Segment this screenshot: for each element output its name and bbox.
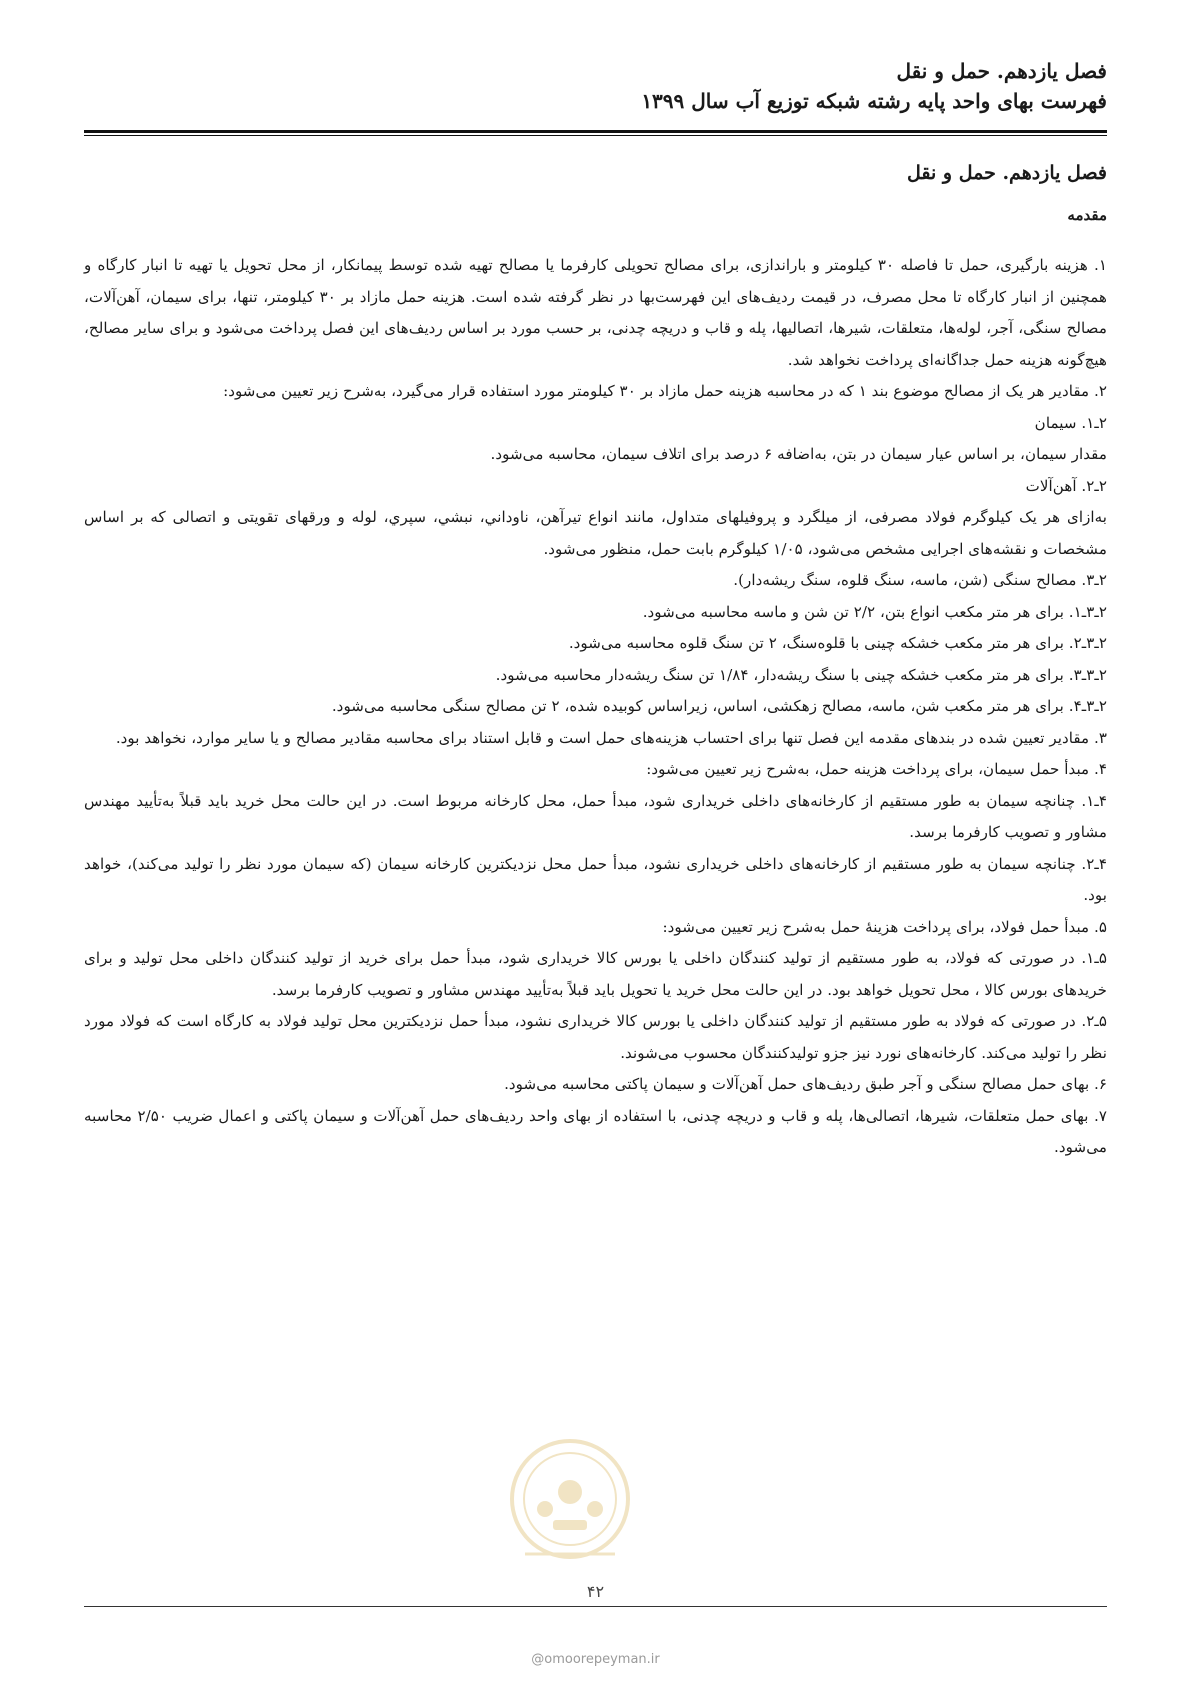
paragraph-5: ۵. مبدأ حمل فولاد، برای پرداخت هزینهٔ حمل به‌شرح زیر تعیین می‌شود:: [662, 917, 1107, 936]
paragraph-4: ۴. مبدأ حمل سیمان، برای پرداخت هزینه حمل، به‌شرح زیر تعیین می‌شود:: [646, 760, 1107, 778]
paragraph-2: ۲. مقادیر هر یک از مصالح موضوع بند ۱ که در محاسبه هزینه حمل مازاد بر ۳۰ کیلومتر مورد استفاده قرار می‌گیرد، به‌شرح زیر تعیین می‌شود:: [223, 382, 1107, 400]
paragraph-6: ۶. بهای حمل مصالح سنگی و آجر طبق ردیف‌های حمل آهن‌آلات و سیمان پاکتی محاسبه می‌شود.: [504, 1075, 1107, 1093]
paragraph-1: ۱. هزینه بارگیری، حمل تا فاصله ۳۰ کیلومتر و باراندازی، برای مصالح تحویلی کارفرما یا مصالح تهیه شده توسط پیمانکار، از محل تحویل یا تهیه تا انبار کارگاه و همچنین از انبار کارگاه تا محل مصرف، در قیمت ردیف‌های این فهرست‌بها در نظر گرفته شده است. هزینه حمل مازاد بر ۳۰ کیلومتر، تنها، برای سیمان، آهن‌آلات، مصالح سنگی، آجر، لوله‌ها، متعلقات، شیرها، اتصالیها، پله و قاب و دریچه چدنی، بر حسب مورد بر اساس ردیف‌های این فصل پرداخت می‌شود و برای سایر مصالح، هیچ‌گونه هزینه حمل جداگانه‌ای پرداخت نخواهد شد.: [84, 256, 1107, 369]
paragraph-2-3-2: ۲ـ۳ـ۲. برای هر متر مکعب خشکه چینی با قلوه‌سنگ، ۲ تن سنگ قلوه محاسبه می‌شود.: [568, 634, 1107, 652]
organization-seal-icon: [505, 1434, 635, 1584]
chapter-title: فصل یازدهم. حمل و نقل: [907, 162, 1107, 184]
paragraph-5-2: ۵ـ۲. در صورتی که فولاد به طور مستقیم از تولید کنندگان داخلی یا بورس کالا خریداری نشود، مبدأ حمل نزدیکترین محل تولید فولاد به کارگاه است که فولاد مورد نظر را تولید می‌کند. کارخانه‌های نورد نیز جزو تولیدکنندگان محسوب می‌شوند.: [84, 1012, 1107, 1062]
paragraph-5-1: ۵ـ۱. در صورتی که فولاد، به طور مستقیم از تولید کنندگان داخلی یا بورس کالا خریداری شود، مبدأ حمل برای خرید از تولید کنندگان داخلی محل تولید و برای خریدهای بورس کالا ، محل تحویل خواهد بود. در این حالت محل خرید یا تحویل باید قبلاً به‌تأیید مهندس مشاور و تصویب کارفرما برسد.: [84, 949, 1107, 999]
paragraph-2-3-3: ۲ـ۳ـ۳. برای هر متر مکعب خشکه چینی با سنگ ریشه‌دار، ۱/۸۴ تن سنگ ریشه‌دار محاسبه می‌شود.: [495, 665, 1107, 684]
paragraph-4-1: ۴ـ۱. چنانچه سیمان به طور مستقیم از کارخانه‌های داخلی خریداری شود، مبدأ حمل، محل کارخانه مربوط است. در این حالت محل خرید باید قبلاً به‌تأیید مهندس مشاور و تصویب کارفرما برسد.: [84, 791, 1107, 841]
paragraph-3: ۳. مقادیر تعیین شده در بندهای مقدمه این فصل تنها برای احتساب هزینه‌های حمل است و قابل استناد برای محاسبه مقادیر مصالح و یا سایر موارد، نخواهد بود.: [115, 728, 1107, 747]
header-chapter: فصل یازدهم. حمل و نقل: [896, 59, 1107, 83]
paragraph-2-1: مقدار سیمان، بر اساس عیار سیمان در بتن، به‌اضافه ۶ درصد برای اتلاف سیمان، محاسبه می‌شود.: [490, 445, 1107, 463]
watermark-url: @omoorepeyman.ir: [531, 1652, 660, 1667]
page-header: [132, 56, 1107, 116]
page-number: ۴۲: [586, 1582, 605, 1601]
subheading-2-1: ۲ـ۱. سیمان: [1034, 413, 1107, 432]
subheading-2-3: ۲ـ۳. مصالح سنگی (شن، ماسه، سنگ قلوه، سنگ ریشه‌دار).: [733, 571, 1107, 589]
header-divider: [84, 130, 1107, 136]
paragraph-2-2: به‌ازای هر یک کیلوگرم فولاد مصرفی، از میلگرد و پروفیلهای متداول، مانند انواع تیرآهن، ناوداني، نبشي، سپري، لوله و ورقهای تقویتی و اتصالی که بر اساس مشخصات و نقشه‌های اجرایی مشخص می‌شود، ۱/۰۵ کیلوگرم بابت حمل، منظور می‌شود.: [84, 508, 1107, 558]
paragraph-2-3-1: ۲ـ۳ـ۱. برای هر متر مکعب انواع بتن، ۲/۲ تن شن و ماسه محاسبه می‌شود.: [642, 602, 1107, 621]
footer-divider: [84, 1606, 1107, 1607]
page-content: [84, 158, 1107, 1164]
header-book-title: فهرست بهای واحد پایه رشته شبکه توزیع آب سال ۱۳۹۹: [641, 89, 1107, 113]
subheading-2-2: ۲ـ۲. آهن‌آلات: [1025, 476, 1107, 495]
paragraph-4-2: ۴ـ۲. چنانچه سیمان به طور مستقیم از کارخانه‌های داخلی خریداری نشود، مبدأ حمل محل نزدیکترین کارخانه سیمان (که سیمان مورد نظر را تولید می‌کند)، خواهد بود.: [84, 854, 1107, 904]
paragraph-7: ۷. بهای حمل متعلقات، شیرها، اتصالی‌ها، پله و قاب و دریچه چدنی، با استفاده از بهای واحد ردیف‌های حمل آهن‌آلات و سیمان پاکتی و اعمال ضریب ۲/۵۰ محاسبه می‌شود.: [84, 1106, 1107, 1156]
intro-title: مقدمه: [1067, 206, 1107, 224]
paragraph-2-3-4: ۲ـ۳ـ۴. برای هر متر مکعب شن، ماسه، مصالح زهکشی، اساس، زیراساس کوبیده شده، ۲ تن مصالح سنگی محاسبه می‌شود.: [331, 697, 1107, 715]
